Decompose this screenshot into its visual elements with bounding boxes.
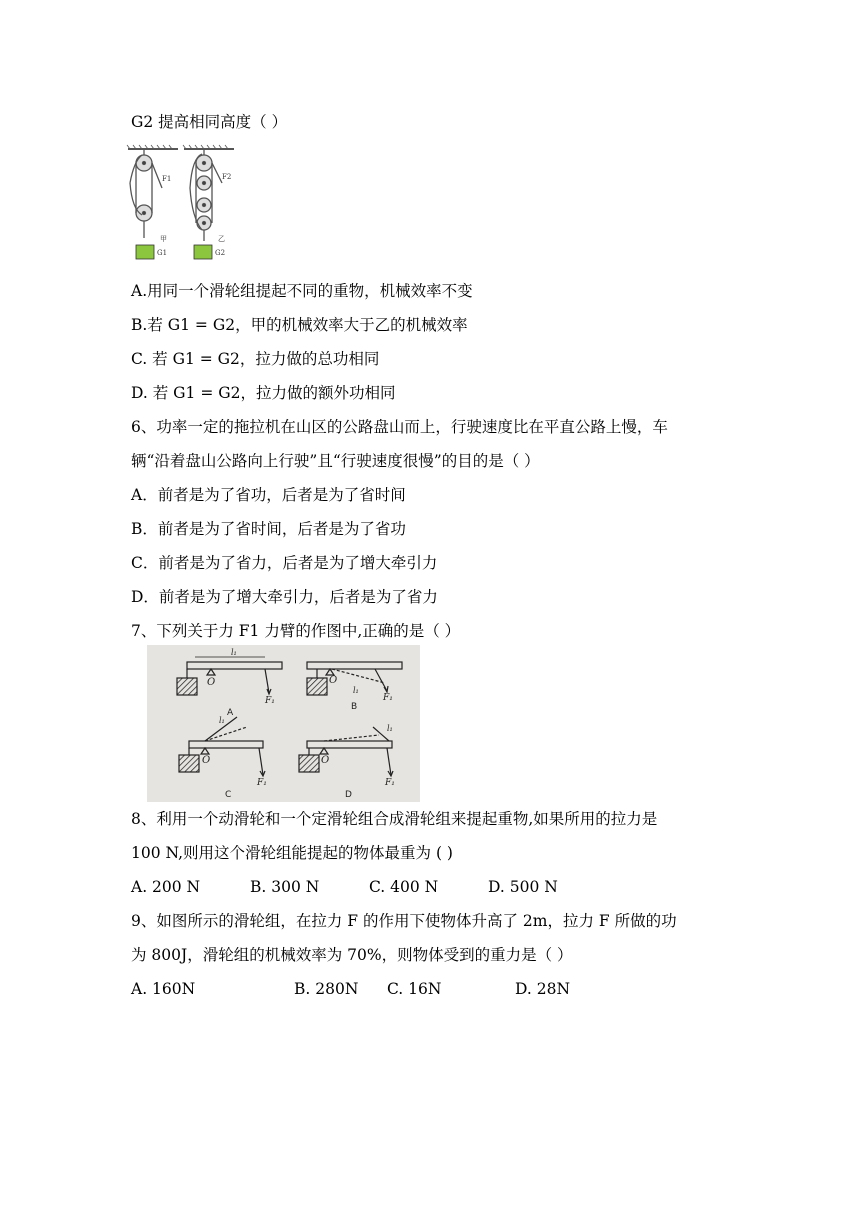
q8-stem-1: 8、利用一个动滑轮和一个定滑轮组合成滑轮组来提起重物,如果所用的拉力是 — [131, 810, 658, 828]
q6-option-a: A．前者是为了省功，后者是为了省时间 — [131, 486, 406, 504]
q9-option-c: C. 16N — [387, 980, 442, 998]
weight-g1 — [136, 245, 154, 259]
force-label-b: F₁ — [383, 693, 393, 703]
q9-stem-1: 9、如图所示的滑轮组，在拉力 F 的作用下使物体升高了 2m，拉力 F 所做的功 — [131, 912, 677, 930]
q8-stem-2: 100 N,则用这个滑轮组能提起的物体最重为 ( ) — [131, 844, 453, 862]
pivot-label-a: O — [207, 677, 216, 688]
arm-label-b: l₁ — [353, 686, 359, 695]
q8-options — [131, 877, 558, 897]
force-label-d: F₁ — [385, 778, 395, 788]
q8-option-c: C. 400 N — [369, 878, 439, 896]
pulley-left — [127, 145, 178, 238]
q6-option-d: D．前者是为了增大牵引力，后者是为了省力 — [131, 588, 438, 606]
q9-option-b: B. 280N — [294, 980, 359, 998]
label-left: 甲 — [160, 235, 167, 243]
q6-option-c: C．前者是为了省力，后者是为了增大牵引力 — [131, 554, 438, 572]
label-g2: G2 — [215, 249, 226, 257]
lever-figure — [147, 645, 420, 802]
force-label-a: F₁ — [265, 696, 275, 706]
panel-label-c: C — [225, 790, 232, 800]
arm-label-c: l₁ — [219, 716, 225, 725]
panel-label-a: A — [227, 708, 234, 718]
force-label-c: F₁ — [257, 778, 267, 788]
label-f1: F1 — [162, 175, 172, 183]
q8-option-b: B. 300 N — [250, 878, 320, 896]
pulley-right — [183, 145, 234, 241]
q9-option-d: D. 28N — [515, 980, 571, 998]
q6-option-b: B．前者是为了省时间，后者是为了省功 — [131, 520, 406, 538]
q9-options — [131, 979, 570, 999]
q8-option-a: A. 200 N — [131, 878, 201, 896]
label-right: 乙 — [218, 235, 225, 243]
q8-option-d: D. 500 N — [488, 878, 558, 896]
q9-option-a: A. 160N — [131, 980, 196, 998]
panel-label-d: D — [345, 790, 352, 800]
q6-stem-2: 辆“沿着盘山公路向上行驶”且“行驶速度很慢”的目的是（ ） — [131, 452, 540, 470]
arm-label-d: l₁ — [387, 724, 393, 733]
q5-option-b: B.若 G1 = G2，甲的机械效率大于乙的机械效率 — [131, 316, 468, 334]
q5-option-c: C. 若 G1 = G2，拉力做的总功相同 — [131, 350, 380, 368]
pulley-figure — [126, 143, 238, 263]
weight-g2 — [194, 245, 212, 259]
q5-option-d: D. 若 G1 = G2，拉力做的额外功相同 — [131, 384, 396, 402]
panel-label-b: B — [351, 702, 358, 712]
q7-stem: 7、下列关于力 F1 力臂的作图中,正确的是（ ） — [131, 622, 461, 640]
q9-stem-2: 为 800J，滑轮组的机械效率为 70%，则物体受到的重力是（ ） — [131, 946, 573, 964]
q5-option-a: A.用同一个滑轮组提起不同的重物，机械效率不变 — [131, 282, 473, 300]
label-g1: G1 — [157, 249, 168, 257]
pivot-label-c: O — [202, 755, 211, 766]
q6-stem-1: 6、功率一定的拖拉机在山区的公路盘山而上，行驶速度比在平直公路上慢，车 — [131, 418, 668, 436]
pivot-label-d: O — [321, 755, 330, 766]
pivot-label-b: O — [329, 675, 338, 686]
arm-label-a: l₁ — [231, 648, 237, 657]
label-f2: F2 — [222, 173, 232, 181]
intro-line: G2 提高相同高度（ ） — [131, 113, 288, 131]
